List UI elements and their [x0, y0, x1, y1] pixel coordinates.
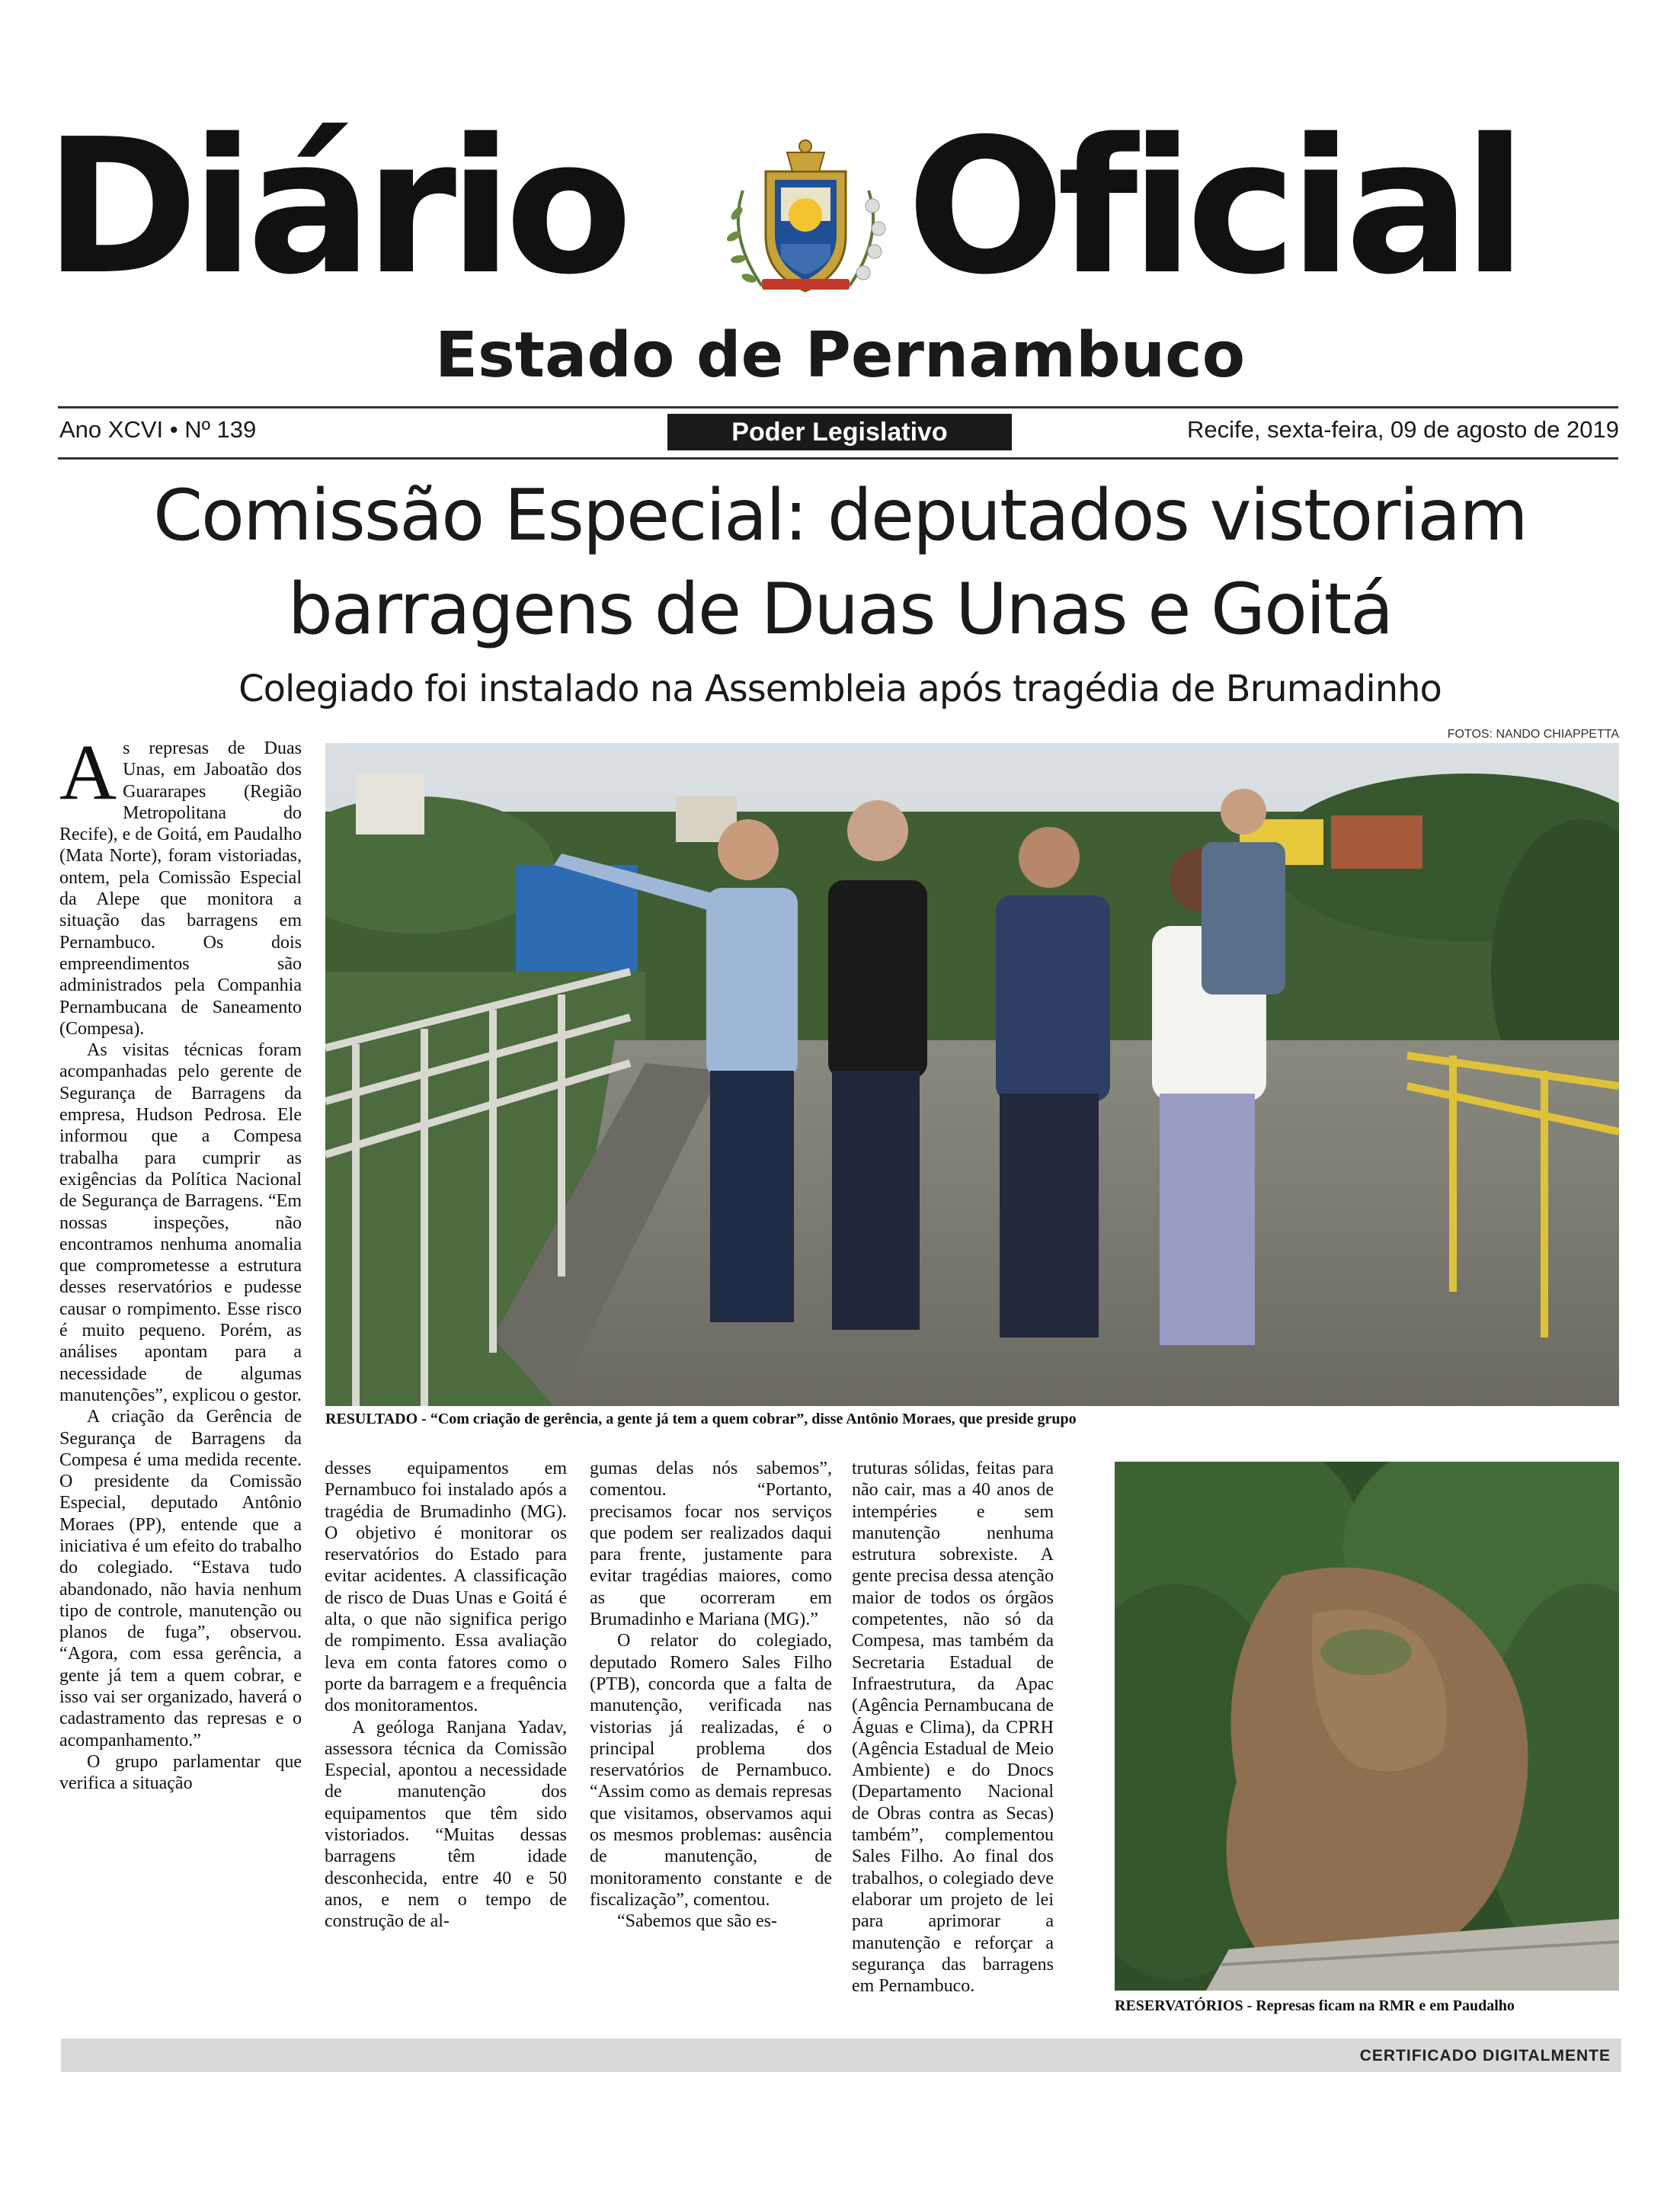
article-paragraph: As visitas técnicas foram acompanhadas pelo gerente de Segurança de Barragens da empresa, Hudson Pedrosa. Ele informou que a Compesa trabalha para cumprir as exigências da Política Nacional de Segurança de Barragens. “Em nossas inspeções, não encontramos nenhuma anomalia que comprometesse a estrutura desses reservatórios e pudesse causar o rompimento. Esse risco é muito pequeno. Porém, as análises apontam para a necessidade de algumas manutenções”, explicou o gestor. [59, 1040, 302, 1405]
article-paragraph: A geóloga Ranjana Yadav, assessora técnica da Comissão Especial, apontou a necessidade de manutenção dos equipamentos que têm sido vistoriados. “Muitas dessas barragens têm idade desconhecida, entre 40 e 50 anos, e nem o tempo de construção de al- [325, 1717, 567, 1932]
masthead-top-rule [58, 406, 1618, 408]
photo-credit: FOTOS: NANDO CHIAPPETTA [1447, 728, 1619, 741]
article-column-1 [59, 729, 302, 1795]
masthead-title-right: Oficial [907, 99, 1519, 316]
pernambuco-coat-of-arms-icon [720, 130, 891, 301]
headline-line-1: Comissão Especial: deputados vistoriam [153, 474, 1527, 556]
dateline: Recife, sexta-feira, 09 de agosto de 2019 [1187, 416, 1619, 443]
article-paragraph: O relator do colegiado, deputado Romero Sales Filho (PTB), concorda que a falta de manutenção, verificada nas vistorias já realizadas, é o principal problema dos reservatórios de Pernambuco. “Assim como as demais represas que visitamos, observamos aqui os mesmos problemas: ausência de manutenção, de monitoramento constante e de fiscalização”, comentou. [590, 1631, 832, 1910]
article-paragraph: truturas sólidas, feitas para não cair, mas a 40 anos de intempéries e sem manutenção nenhuma estrutura sobrexiste. A gente precisa dessa atenção maior de todos os órgãos competentes, não só da Compesa, mas também da Secretaria Estadual de Infraestrutura, da Apac (Agência Pernambucana de Águas e Clima), da CPRH (Agência Estadual de Meio Ambiente) e do Dnocs (Departamento Nacional de Obras contra as Secas) também”, complementou Sales Filho. Ao final dos trabalhos, o colegiado deve elaborar um projeto de lei para aprimorar a manutenção e reforçar a segurança das barragens em Pernambuco. [852, 1459, 1054, 1997]
headline-line-2: barragens de Duas Unas e Goitá [287, 568, 1393, 650]
paragraph-text: s represas de Duas Unas, em Jaboatão dos Guararapes (Região Metropolitana do Recife), e de Goitá, em Paudalho (Mata Norte), foram vistoriadas, ontem, pela Comissão Especial da Alepe que monitora a situação das barragens em Pernambuco. Os dois empreendimentos são administrados pela Companhia Pernambucana de Saneamento (Compesa). [59, 738, 302, 1039]
article-paragraph: A criação da Gerência de Segurança de Barragens da Compesa é uma medida recente. O presidente da Comissão Especial, deputado Antônio Moraes (PP), entende que a iniciativa é um efeito do trabalho do colegiado. “Estava tudo abandonado, não havia nenhum tipo de controle, manutenção ou planos de fuga”, observou. “Agora, com essa gerência, a gente já tem a quem cobrar, e isso vai ser organizado, haverá o cadastramento das represas e o acompanhamento.” [59, 1407, 302, 1751]
reservoir-photo-caption: RESERVATÓRIOS - Represas ficam na RMR e em Paudalho [1115, 1997, 1515, 2014]
section-badge: Poder Legislativo [667, 414, 1012, 450]
masthead-title-left: Diário [44, 99, 626, 316]
article-column-2 [325, 1458, 567, 1933]
reservoir-photo [1115, 1462, 1619, 1991]
footer-bar [61, 2039, 1621, 2072]
digital-certification-label: CERTIFICADO DIGITALMENTE [1359, 2047, 1611, 2064]
article-column-3 [590, 1458, 832, 1933]
article-subheadline: Colegiado foi instalado na Assembleia após tragédia de Brumadinho [238, 668, 1442, 710]
main-photo [325, 743, 1619, 1406]
masthead-bottom-rule [58, 457, 1618, 460]
article-paragraph: gumas delas nós sabemos”, comentou. “Portanto, precisamos focar nos serviços que podem ser realizados daqui para frente, justamente para evitar tragédias maiores, como as que ocorreram em Brumadinho e Mariana (MG).” [590, 1459, 832, 1630]
article-paragraph: O grupo parlamentar que verifica a situação [59, 1751, 302, 1794]
masthead-state-name: Estado de Pernambuco [434, 319, 1246, 392]
drop-cap: A [59, 729, 117, 816]
main-photo-caption: RESULTADO - “Com criação de gerência, a gente já tem a quem cobrar”, disse Antônio Moraes, que preside grupo [325, 1411, 1077, 1427]
article-paragraph: desses equipamentos em Pernambuco foi instalado após a tragédia de Brumadinho (MG). O objetivo é monitorar os reservatórios do Estado para evitar acidentes. A classificação de risco de Duas Unas e Goitá é alta, o que não significa perigo de rompimento. Essa avaliação leva em conta fatores como o porte da barragem e a frequência dos monitoramentos. [325, 1459, 567, 1716]
article-column-4 [852, 1458, 1054, 1997]
article-paragraph: “Sabemos que são es- [617, 1911, 777, 1932]
edition-number: Ano XCVI • Nº 139 [59, 416, 257, 443]
article-paragraph [59, 729, 302, 1039]
